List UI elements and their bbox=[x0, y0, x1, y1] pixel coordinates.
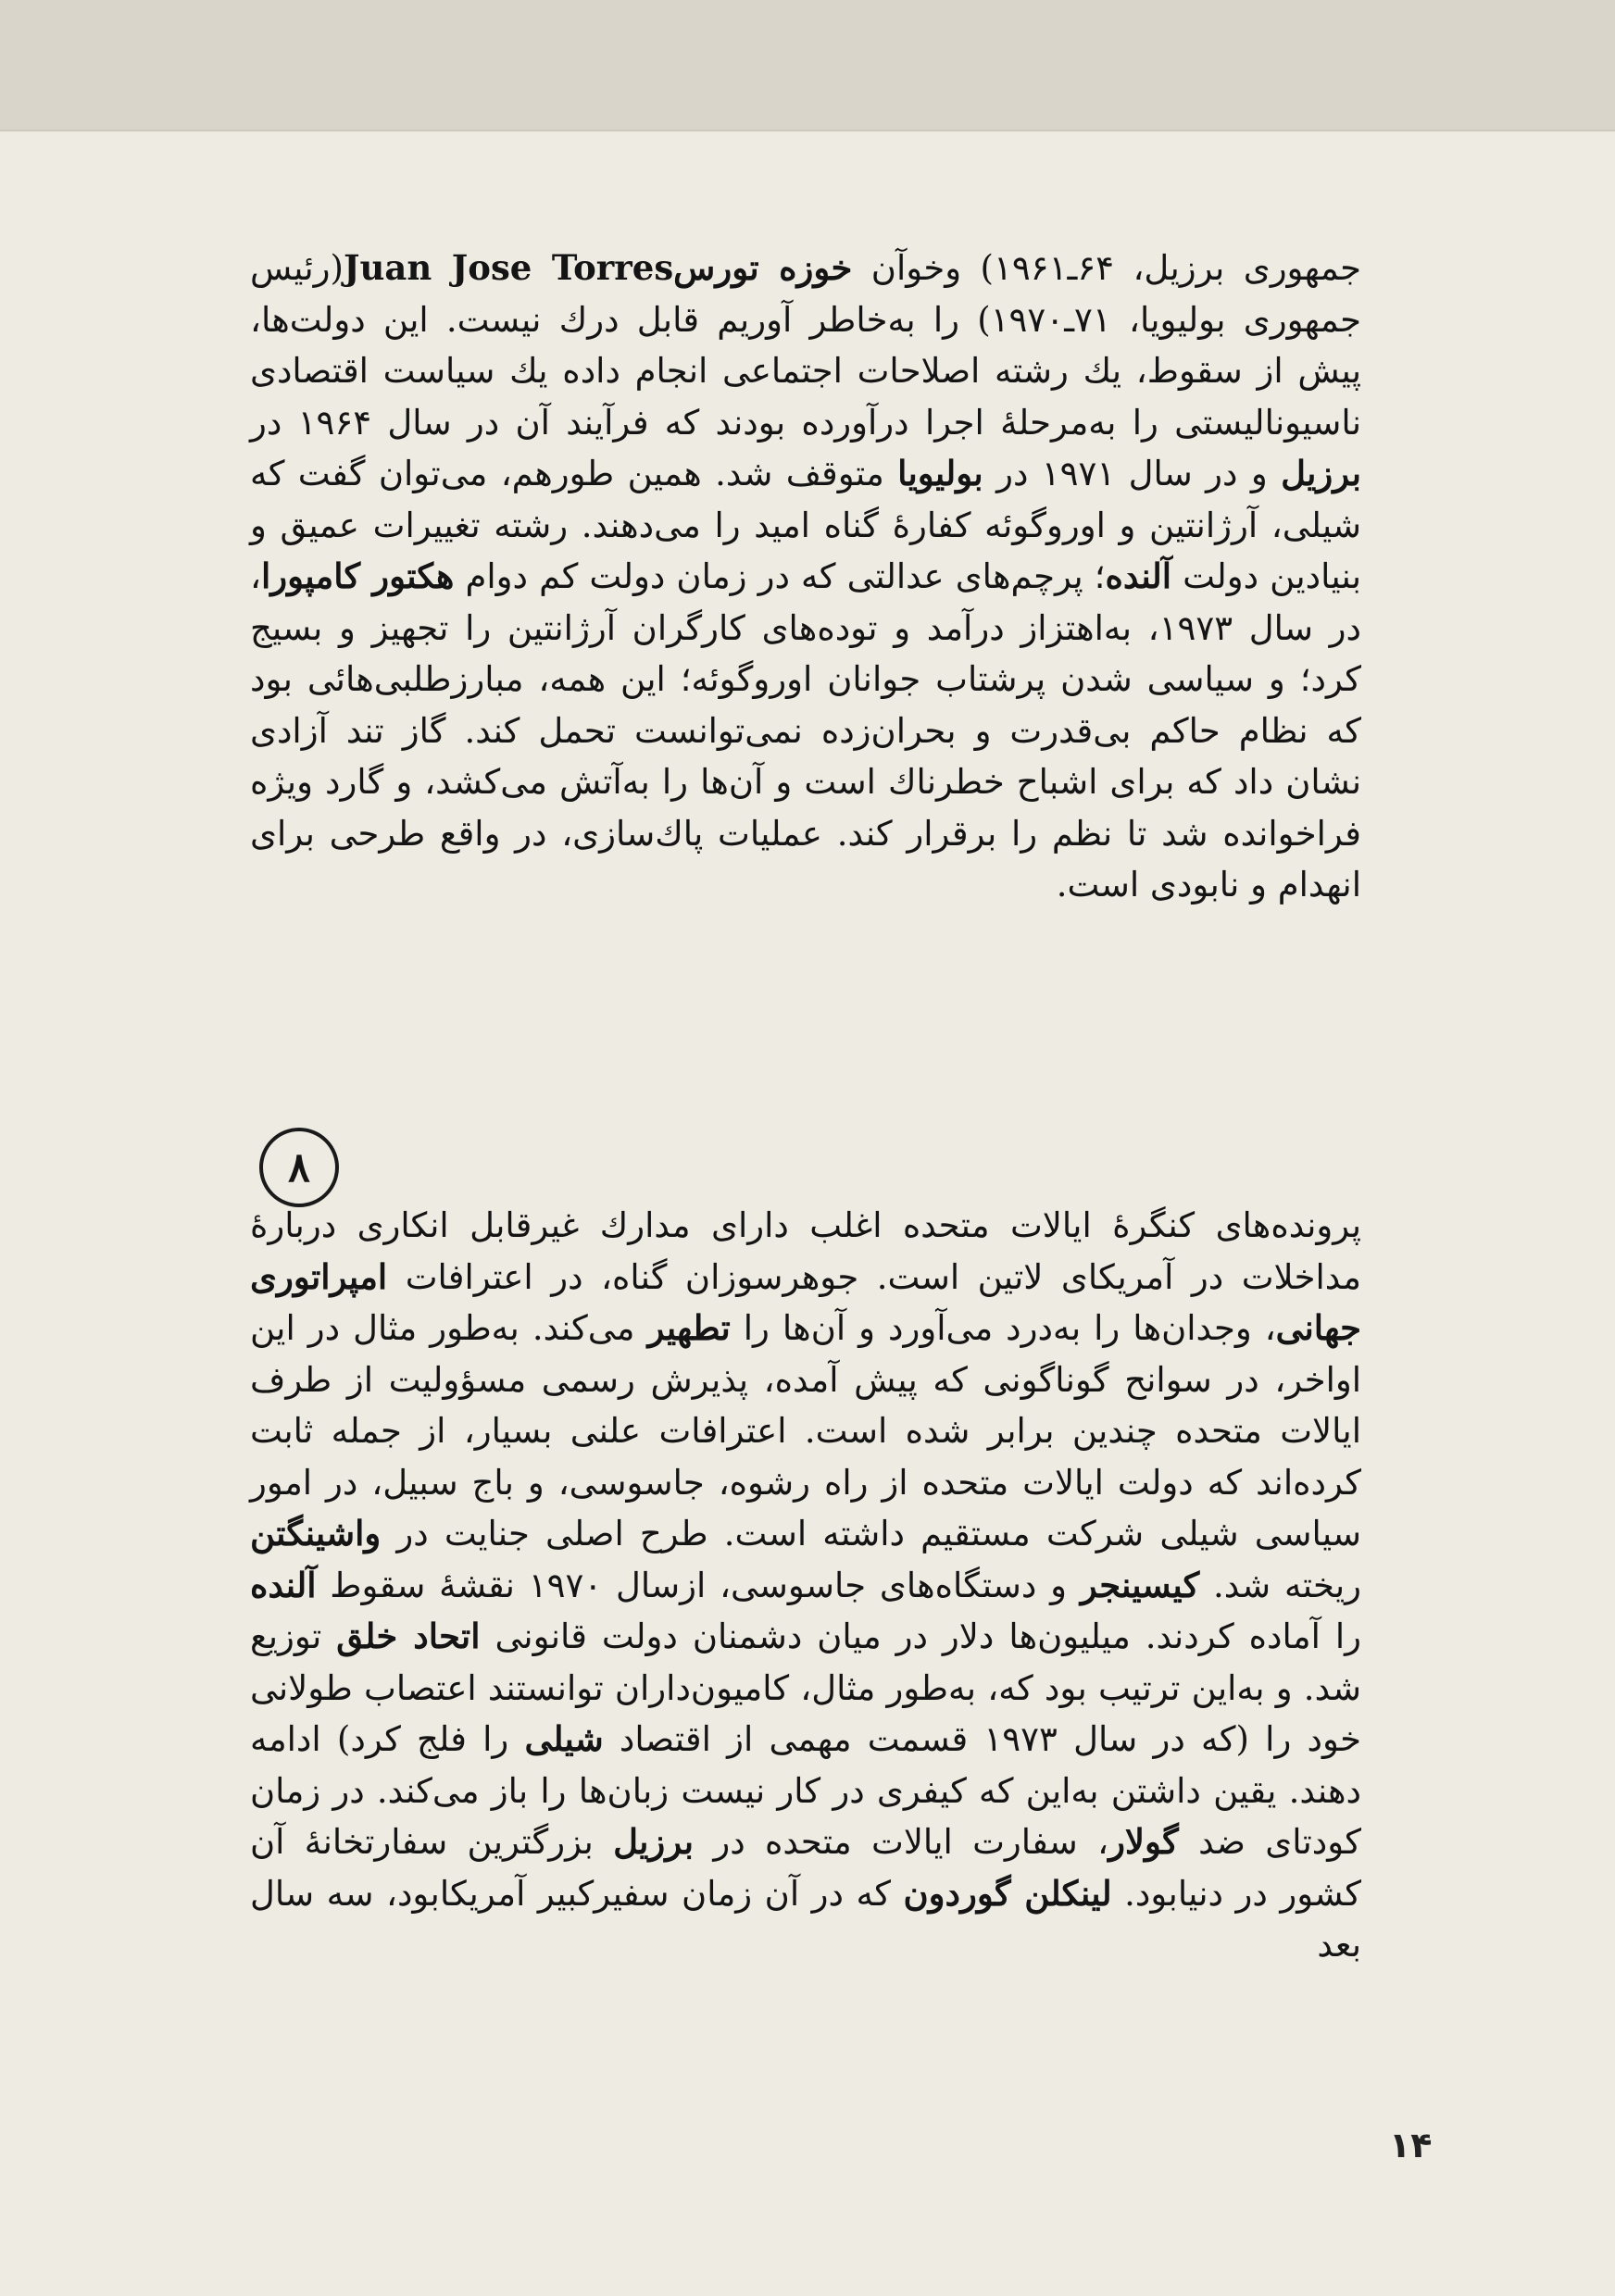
text-run: جمهوری برزیل، ۶۴ـ۱۹۶۱) وخوآن bbox=[852, 248, 1361, 288]
body-text-bottom bbox=[250, 1200, 1361, 1971]
section-number: ۸ bbox=[288, 1143, 310, 1192]
scan-top-band bbox=[0, 0, 1615, 131]
text-run: ریخته شد. bbox=[1199, 1565, 1361, 1605]
bold-term: واشینگتن bbox=[250, 1513, 382, 1554]
text-run: و در سال ۱۹۷۱ در bbox=[983, 454, 1282, 493]
text-run: توزیع شد. و به‌این ترتیب بود که، به‌طور مثال، کامیون‌داران توانستند اعتصاب طولانی خود را (که در سال ۱۹۷۳ قسمت مهمی از اقتصاد bbox=[250, 1616, 1361, 1759]
text-run: ؛ پرچم‌های عدالتی که در زمان دولت کم دوام bbox=[454, 556, 1106, 596]
bold-term: امپراتوری جهانی bbox=[250, 1255, 1361, 1348]
body-text-top bbox=[250, 243, 1361, 911]
bold-term: هکتور کامپورا bbox=[260, 555, 455, 596]
text-run: که در آن زمان سفیرکبیر آمریکابود، سه سال بعد bbox=[250, 1873, 1361, 1965]
bold-term: تطهیر bbox=[647, 1307, 731, 1348]
text-run: ، سفارت ایالات متحده در bbox=[694, 1822, 1109, 1862]
paragraph-1 bbox=[250, 243, 1361, 911]
bold-term: برزیل bbox=[613, 1821, 695, 1862]
paragraph-2 bbox=[250, 1200, 1361, 1971]
bold-term: اتحاد خلق bbox=[336, 1616, 481, 1656]
text-run: را آماده کردند. میلیون‌ها دلار در میان دشمنان دولت قانونی bbox=[480, 1616, 1362, 1656]
section-number-badge bbox=[259, 1128, 339, 1207]
text-run: می‌کند. به‌طور مثال در این اواخر، در سوانح گوناگونی که پیش آمده، پذیرش رسمی مسؤولیت از طرف ایالات متحده چندین برابر شده است. اعترافات علنی بسیار، از جمله ثابت کرده‌اند که دولت ایالات متحده از راه رشوه، جاسوسی، و باج سبیل، در امور سیاسی شیلی شرکت مستقیم داشته است. طرح اصلی جنایت در bbox=[250, 1308, 1361, 1554]
text-run: ، در سال ۱۹۷۳، به‌اهتزاز درآمد و توده‌های کارگران آرژانتین را تجهیز و بسیج کرد؛ و سیاسی شدن پرشتاب جوانان اوروگوئه؛ این همه، مبارزطلبی‌هائی بود که نظام حاکم بی‌قدرت و بحران‌زده نمی‌توانست تحمل کند. گاز تند آزادی نشان داد که برای اشباح خطرناك است و آن‌ها را به‌آتش می‌کشد، و گارد ویژه فراخوانده شد تا نظم را برقرار کند. عملیات پاك‌سازی، در واقع طرحی برای انهدام و نابودی است. bbox=[250, 556, 1361, 905]
bold-term: کیسینجر bbox=[1080, 1564, 1200, 1605]
bold-term: بولیویا bbox=[897, 453, 983, 493]
bold-term: لینکلن گوردون bbox=[903, 1872, 1112, 1914]
page-number: ۱۴ bbox=[1389, 2125, 1433, 2165]
text-run: ، وجدان‌ها را به‌درد می‌آورد و آن‌ها را bbox=[730, 1308, 1276, 1348]
bold-term: گولار bbox=[1108, 1821, 1179, 1862]
bold-term: خوزه تورس bbox=[673, 247, 853, 288]
text-run: را فلج کرد) ادامه دهند. یقین داشتن به‌این که کیفری در کار نیست زبان‌ها را باز می‌کند. در زمان کودتای ضد bbox=[250, 1719, 1361, 1862]
bold-term: برزیل bbox=[1281, 453, 1361, 493]
bold-term: Juan Jose Torres bbox=[343, 247, 674, 288]
bold-term: آلنده bbox=[1105, 555, 1172, 596]
text-run: (رئیس جمهوری بولیویا، ۷۱ـ۱۹۷۰) را به‌خاطر آوریم قابل درك نیست. این دولت‌ها، پیش از سقوط، یك رشته اصلاحات اجتماعی انجام داده یك سیاست اقتصادی ناسیونالیستی را به‌مرحلهٔ اجرا درآورده بودند که فرآیند آن در سال ۱۹۶۴ در bbox=[250, 248, 1361, 443]
bold-term: شیلی bbox=[524, 1718, 604, 1759]
text-run: و دستگاه‌های جاسوسی، ازسال ۱۹۷۰ نقشهٔ سقوط bbox=[316, 1565, 1081, 1605]
bold-term: آلنده bbox=[250, 1564, 317, 1605]
text-run: بزرگترین سفارتخانهٔ آن کشور در دنیابود. bbox=[250, 1822, 1361, 1914]
text-run: پرونده‌های کنگرهٔ ایالات متحده اغلب دارای مدارك غیرقابل انکاری دربارهٔ مداخلات در آمریکای لاتین است. جوهرسوزان گناه، در اعترافات bbox=[250, 1205, 1361, 1297]
text-run: متوقف شد. همین طورهم، می‌توان گفت که شیلی، آرژانتین و اوروگوئه کفارهٔ گناه امید را می‌دهند. رشته تغییرات عمیق و بنیادین دولت bbox=[250, 454, 1361, 596]
